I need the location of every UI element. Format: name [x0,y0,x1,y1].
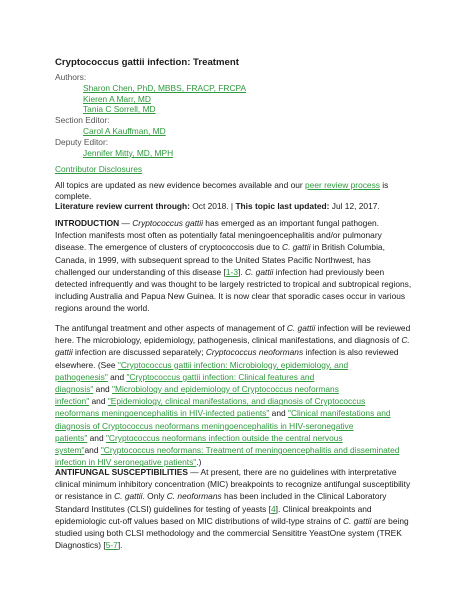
intro-text: regions around the world. [55,303,150,314]
scope-text: and [89,396,108,407]
scope-paragraph [55,322,447,468]
review-label: Literature review current through: [55,201,190,212]
topic-link-outside-cns[interactable]: "Cryptococcus neoformans infection outside the central nervous [105,432,343,443]
antifungal-text: are being [371,515,409,526]
intro-text: C. gattii [244,266,274,277]
antifungal-text: — At present, there are no guidelines with interpretative [187,467,397,477]
peer-review-link[interactable]: peer review process [305,180,380,190]
review-date: Oct 2018. | [189,201,236,212]
scope-text: here. The microbiology, epidemiology, pathogenesis, clinical manifestations, and diagnosis of [55,335,402,346]
scope-text: and [93,384,112,395]
scope-text: The antifungal treatment and other aspects of management of [55,323,287,333]
antifungal-text: C. gattii [114,491,143,502]
topic-link-microbiology-gattii[interactable]: pathogenesis" [55,371,108,382]
intro-text: Canada, in 1999, with subsequent spread to the United States Pacific Northwest, has [55,254,371,265]
reference-link[interactable]: 5-7 [105,540,118,551]
deputy-editor-label: Deputy Editor: [55,136,109,147]
intro-text: — [119,218,133,228]
author-link-sorrell[interactable]: Tania C Sorrell, MD [83,104,156,115]
antifungal-text: C. gattii [343,515,372,526]
topic-link-clinical-gattii[interactable]: diagnosis" [55,384,94,395]
authors-label: Authors: [55,72,87,82]
antifungal-paragraph [55,466,447,551]
updated-label: This topic last updated: [235,201,330,212]
antifungal-text: studied using both CLSI methodology and the commercial Sensititre YeastOne system (TREK [55,528,402,539]
author-link-chen[interactable]: Sharon Chen, PhD, MBBS, FRACP, FRCPA [83,82,247,93]
antifungal-text: C. neoformans [166,491,222,502]
section-editor-link[interactable]: Carol A Kauffman, MD [83,125,166,136]
intro-text: challenged our understanding of this disease [ [55,266,226,277]
topic-link-treatment-neoformans[interactable]: "Cryptococcus neoformans: Treatment of meningoencephalitis and disseminated [100,445,400,456]
reference-link[interactable]: 1-3 [225,266,238,277]
topic-link-microbiology-gattii[interactable]: "Cryptococcus gattii infection: Microbiology, epidemiology, and [117,359,349,370]
intro-text: disease. The emergence of clusters of cryptococcosis due to [55,242,283,253]
topic-link-microbiology-neoformans[interactable]: infection" [55,396,90,407]
topic-link-hiv-infected[interactable]: "Epidemiology, clinical manifestations, and diagnosis of Cryptococcus [107,396,366,407]
introduction-heading: INTRODUCTION [55,218,120,228]
intro-text: in British Columbia, [310,242,385,253]
update-note-suffix: is [379,180,389,190]
antifungal-text: or resistance in [55,491,115,502]
topic-link-hiv-seronegative[interactable]: "Clinical manifestations and [287,408,391,419]
intro-text: Cryptococcus gattii [132,218,203,228]
introduction-paragraph [55,217,447,315]
author-link-marr[interactable]: Kieren A Marr, MD [83,93,151,104]
scope-text: gattii [55,347,73,358]
topic-link-hiv-infected[interactable]: neoformans meningoencephalitis in HIV-infected patients" [55,408,270,419]
article-credits [55,72,246,158]
scope-text: and [107,371,127,382]
scope-text: .) [196,457,202,468]
antifungal-text: Standard Institutes (CLSI) guidelines for testing of yeasts [ [55,503,271,514]
intro-text: ]. [237,266,245,277]
scope-text: Cryptococcus neoformans [205,347,304,358]
antifungal-text: clinical minimum inhibitory concentration (MIC) breakpoints to recognize antifungal susceptibility [55,479,411,490]
antifungal-text: ]. Clinical breakpoints and [275,503,372,514]
topic-link-clinical-gattii[interactable]: "Cryptococcus gattii infection: Clinical features and [126,371,315,382]
scope-text: infection are discussed separately; [72,347,206,358]
scope-text: C. [401,335,410,346]
deputy-editor-link[interactable]: Jennifer Mitty, MD, MPH [83,147,174,158]
antifungal-text: Diagnostics) [ [55,540,106,551]
scope-text: infection is also reviewed [303,347,399,358]
scope-text: elsewhere. (See [55,359,118,370]
update-note [55,180,388,212]
intro-text: C. gattii [282,242,311,253]
topic-link-outside-cns[interactable]: system" [55,445,85,456]
reference-link[interactable]: 4 [271,503,276,514]
scope-text: C. gattii [286,323,316,333]
update-note-line2: complete. [55,190,92,201]
topic-link-treatment-neoformans[interactable]: infection in HIV seronegative patients" [55,457,197,468]
antifungal-text: . Only [142,491,167,502]
update-note-text: All topics are updated as new evidence becomes available and our [55,180,306,190]
intro-text: infection had previously been [273,266,385,277]
antifungal-text: ]. [117,540,123,551]
topic-link-microbiology-neoformans[interactable]: "Microbiology and epidemiology of Cryptococcus neoformans [112,384,339,395]
updated-date: Jul 12, 2017. [329,201,380,212]
intro-text: Infection manifests most often as potentially fatal meningoencephalitis and/or pulmonary [55,230,382,241]
scope-text: and [269,408,288,419]
intro-text: has emerged as an important fungal pathogen. [202,218,379,228]
topic-link-hiv-seronegative[interactable]: patients" [55,432,88,443]
topic-link-hiv-seronegative[interactable]: diagnosis of Cryptococcus neoformans meningoencephalitis in HIV-seronegative [55,420,354,431]
antifungal-heading: ANTIFUNGAL SUSCEPTIBILITIES [55,467,188,477]
scope-text: and [84,445,101,456]
scope-text: and [87,432,106,443]
antifungal-text: has been included in the Clinical Laboratory [221,491,387,502]
section-editor-label: Section Editor: [55,115,110,126]
scope-text: infection will be reviewed [315,323,411,333]
contributor-disclosures-link[interactable]: Contributor Disclosures [55,164,143,174]
antifungal-text: epidemiologic cut-off values based on MIC distributions of wild-type strains of [55,515,343,526]
page-title: Cryptococcus gattii infection: Treatment [55,57,239,68]
intro-text: detected infrequently and was thought to be largely restricted to tropical and subtropical regions, [55,279,412,290]
intro-text: including Australia and Papua New Guinea. It is now clear that sporadic cases occur in various [55,291,406,302]
